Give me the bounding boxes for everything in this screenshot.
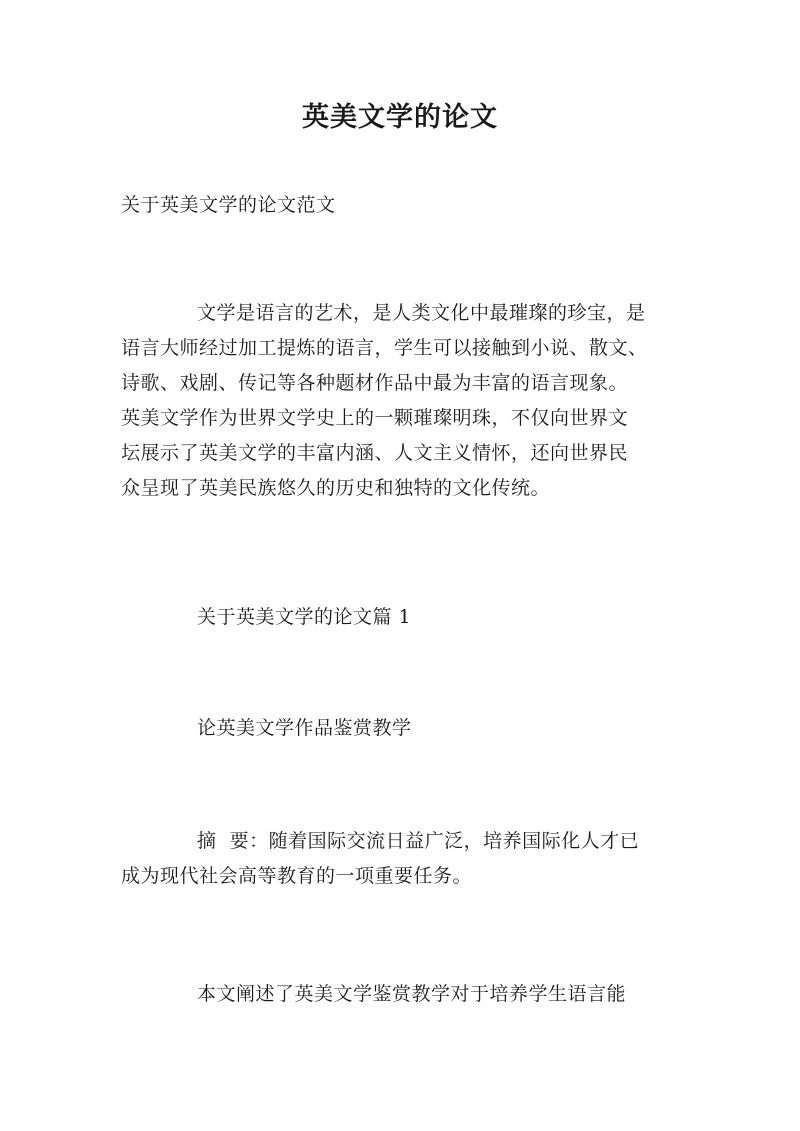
intro-line: 众呈现了英美民族悠久的历史和独特的文化传统。 [121, 477, 551, 499]
intro-line: 文学是语言的艺术，是人类文化中最璀璨的珍宝，是 [197, 302, 646, 324]
intro-line: 英美文学作为世界文学史上的一颗璀璨明珠，不仅向世界文 [121, 407, 629, 429]
intro-line: 坛展示了英美文学的丰富内涵、人文主义情怀，还向世界民 [121, 442, 629, 464]
abstract-line: 成为现代社会高等教育的一项重要任务。 [121, 865, 473, 887]
intro-paragraph [121, 296, 681, 506]
body-paragraph: 本文阐述了英美文学鉴赏教学对于培养学生语言能 [197, 983, 627, 1005]
document-subtitle: 关于英美文学的论文范文 [121, 194, 336, 216]
document-title: 英美文学的论文 [302, 102, 498, 133]
abstract-paragraph [121, 824, 681, 894]
intro-line: 诗歌、戏剧、传记等各种题材作品中最为丰富的语言现象。 [121, 372, 629, 394]
abstract-line: 摘 要：随着国际交流日益广泛，培养国际化人才已 [197, 830, 640, 852]
intro-line: 语言大师经过加工提炼的语言，学生可以接触到小说、散文、 [121, 337, 648, 359]
section-heading: 关于英美文学的论文篇 1 [197, 606, 412, 628]
article-title: 论英美文学作品鉴赏教学 [197, 717, 412, 739]
